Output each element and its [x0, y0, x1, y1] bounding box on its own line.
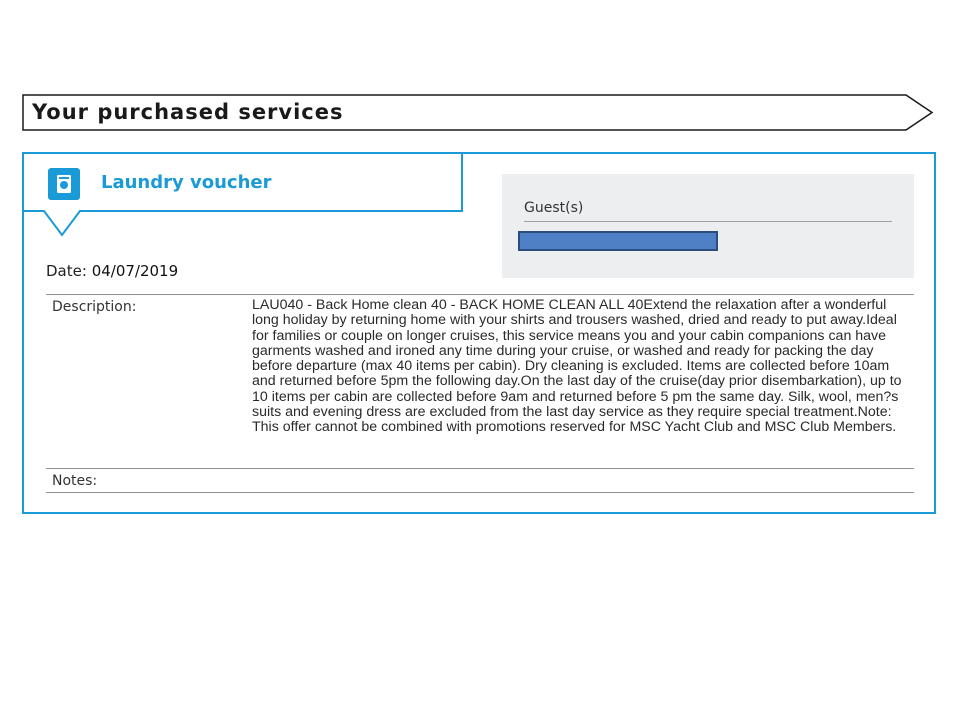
notes-label: Notes:	[52, 473, 98, 489]
divider-top	[46, 294, 914, 295]
divider-bottom	[46, 492, 914, 493]
guests-divider	[524, 221, 892, 222]
date-label: Date:	[46, 262, 87, 280]
section-title: Your purchased services	[32, 100, 344, 124]
description-label: Description:	[52, 299, 137, 315]
date-value: 04/07/2019	[91, 262, 179, 280]
laundry-icon	[48, 168, 80, 200]
divider-middle	[46, 468, 914, 469]
guests-label: Guest(s)	[524, 200, 584, 216]
service-name: Laundry voucher	[101, 172, 272, 193]
guests-panel	[502, 174, 914, 278]
service-card	[22, 152, 936, 514]
service-date	[46, 262, 178, 280]
guest-name-redacted	[518, 231, 718, 251]
section-banner	[22, 94, 934, 131]
description-text: LAU040 - Back Home clean 40 - BACK HOME CLEAN ALL 40Extend the relaxation after a wonderful long holiday by returning home with your shirts and trousers washed, dried and ready to put away.Ideal for families or couple on longer cruises, this service means you and your cabin companions can have garments washed and ironed any time during your cruise, or washed and ready for packing the day before departure (max 40 items per cabin). Dry cleaning is excluded. Items are collected before 10am and returned before 5pm the following day.On the last day of the cruise(day prior disembarkation), up to 10 items per cabin are collected before 9am and returned before 5 pm the same day. Silk, wool, men?s suits and evening dress are excluded from the last day service as they require special treatment.Note: This offer cannot be combined with promotions reserved for MSC Yacht Club and MSC Club Members.	[252, 297, 902, 436]
card-header-tab	[24, 154, 464, 242]
